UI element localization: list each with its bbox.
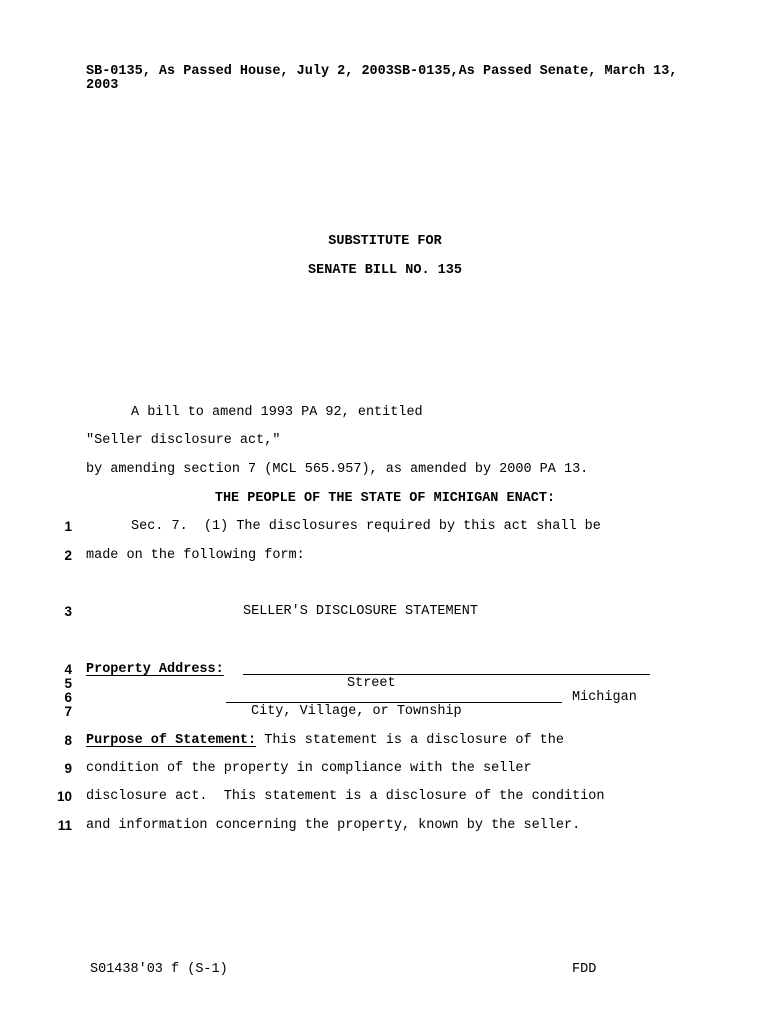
title-substitute: SUBSTITUTE FOR [328, 234, 442, 249]
form-heading: SELLER'S DISCLOSURE STATEMENT [243, 604, 478, 619]
footer-initials: FDD [572, 962, 597, 977]
preamble-line-1: A bill to amend 1993 PA 92, entitled [131, 405, 423, 420]
body-line-11: and information concerning the property, known by the seller. [86, 818, 581, 833]
street-caption: Street [347, 676, 396, 691]
line-number: 5 [64, 676, 72, 691]
header-line-1: SB-0135, As Passed House, July 2, 2003SB-0135,As Passed Senate, March 13, [86, 64, 678, 79]
state-michigan: Michigan [572, 690, 637, 705]
line-number: 10 [56, 789, 72, 804]
line-number: 3 [64, 604, 72, 619]
footer-doc-id: S01438'03 f (S-1) [90, 962, 228, 977]
body-line-2: made on the following form: [86, 548, 305, 563]
body-line-1: Sec. 7. (1) The disclosures required by this act shall be [131, 519, 601, 534]
line-number: 11 [57, 818, 72, 833]
purpose-text: This statement is a disclosure of the [256, 733, 564, 748]
line-number: 2 [64, 548, 72, 563]
purpose-label: Purpose of Statement: [86, 733, 257, 748]
enacting-clause: THE PEOPLE OF THE STATE OF MICHIGAN ENACT: [214, 491, 556, 506]
address-city-blank [226, 702, 562, 703]
body-line-9: condition of the property in compliance with the seller [86, 761, 532, 776]
preamble-line-3: by amending section 7 (MCL 565.957), as amended by 2000 PA 13. [86, 462, 589, 477]
line-number: 1 [64, 519, 72, 534]
body-line-8 [86, 734, 564, 748]
title-bill-number: SENATE BILL NO. 135 [308, 263, 462, 278]
city-caption: City, Village, or Township [251, 704, 462, 719]
line-number: 4 [64, 662, 72, 677]
address-street-blank [243, 674, 650, 675]
property-address-label: Property Address: [86, 662, 224, 677]
line-number: 9 [64, 761, 72, 776]
line-number: 6 [64, 690, 72, 705]
line-number: 8 [64, 733, 72, 748]
line-number: 7 [64, 704, 72, 719]
preamble-line-2: "Seller disclosure act," [86, 433, 281, 448]
body-line-10: disclosure act. This statement is a disclosure of the condition [86, 789, 605, 804]
header-line-2: 2003 [86, 78, 119, 93]
